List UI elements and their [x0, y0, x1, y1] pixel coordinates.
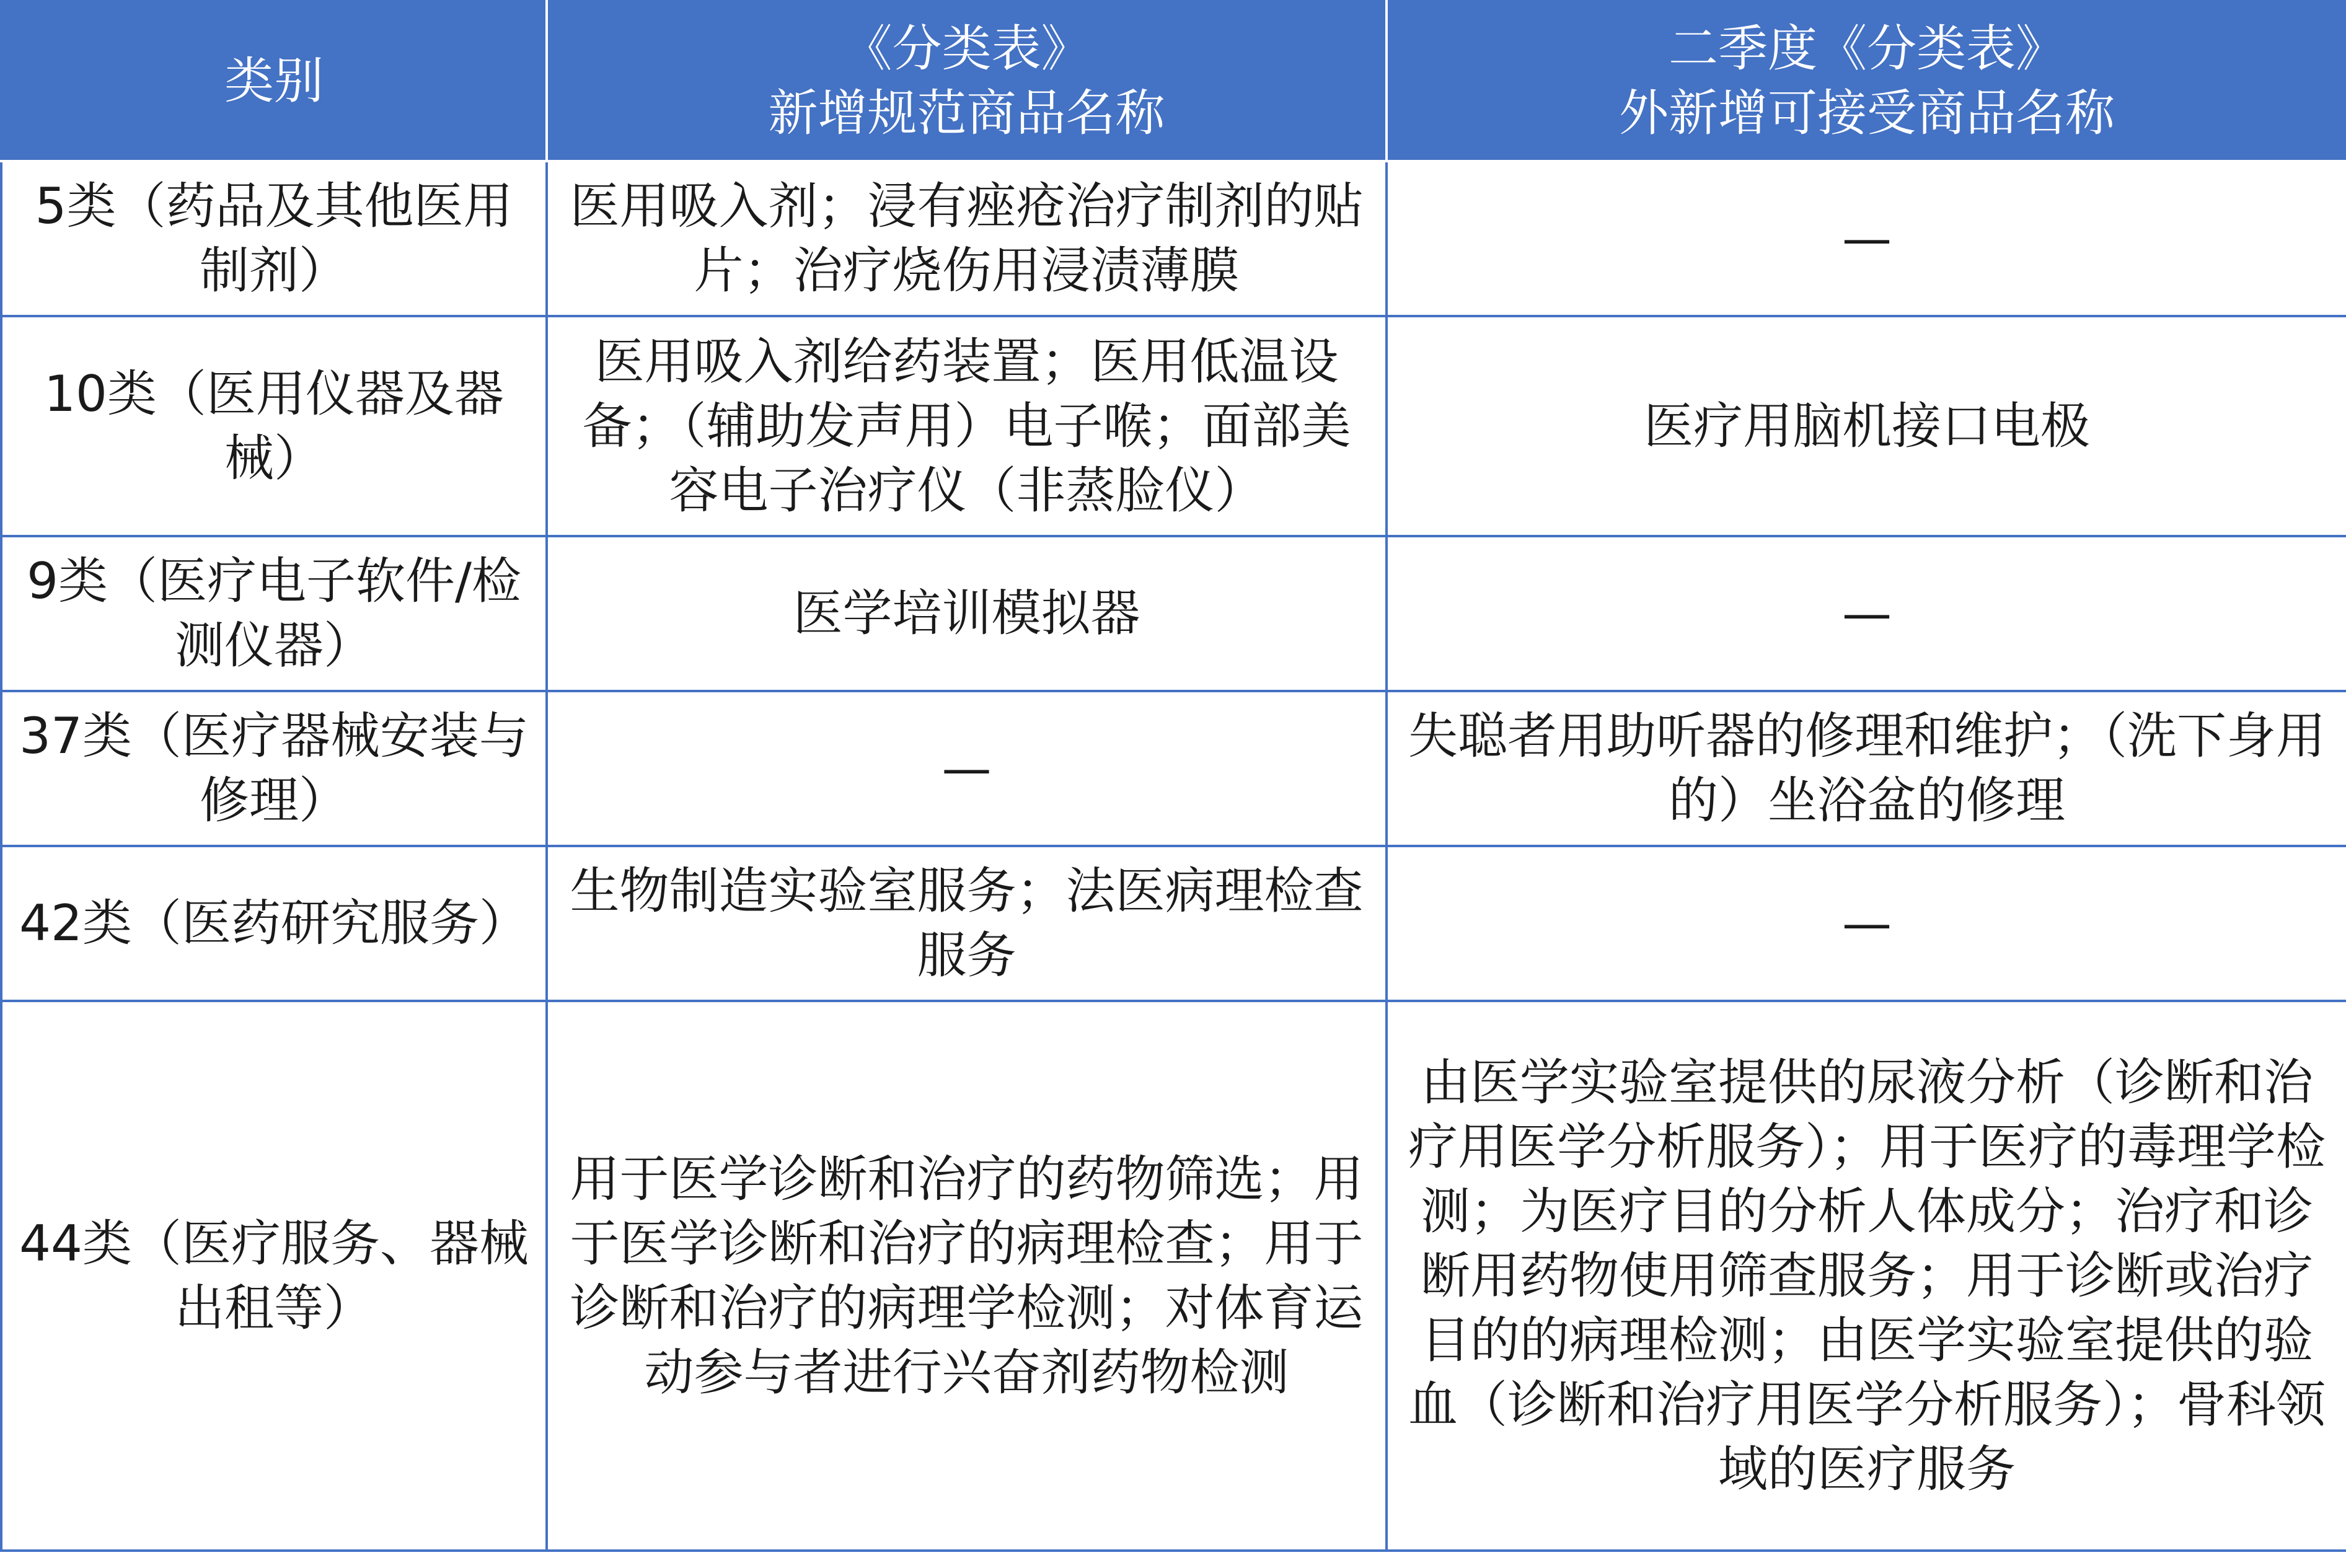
cell-category: 9类（医疗电子软件/检测仪器） [1, 536, 547, 691]
header-new-standard-line1: 《分类表》 [842, 20, 1091, 77]
table-row [1, 316, 2346, 536]
table-row [1, 161, 2346, 316]
cell-acceptable: 由医学实验室提供的尿液分析（诊断和治疗用医学分析服务）；用于医疗的毒理学检测；为医疗目的分析人体成分；治疗和诊断用药物使用筛查服务；用于诊断或治疗目的的病理检测；由医学实验室提供的验血（诊断和治疗用医学分析服务）；骨科领域的医疗服务 [1387, 1001, 2346, 1551]
table-row [1, 1001, 2346, 1551]
cell-acceptable: 医疗用脑机接口电极 [1387, 316, 2346, 536]
cell-category: 42类（医药研究服务） [1, 846, 547, 1001]
cell-new-standard: 医用吸入剂给药装置；医用低温设备；（辅助发声用）电子喉；面部美容电子治疗仪（非蒸脸仪） [547, 316, 1387, 536]
cell-new-standard: — [547, 691, 1387, 846]
cell-category: 5类（药品及其他医用制剂） [1, 161, 547, 316]
cell-category: 37类（医疗器械安装与修理） [1, 691, 547, 846]
cell-new-standard: 生物制造实验室服务；法医病理检查服务 [547, 846, 1387, 1001]
cell-new-standard: 医学培训模拟器 [547, 536, 1387, 691]
cell-acceptable: 失聪者用助听器的修理和维护；（洗下身用的）坐浴盆的修理 [1387, 691, 2346, 846]
cell-category: 44类（医疗服务、器械出租等） [1, 1001, 547, 1551]
header-category [1, 1, 547, 161]
cell-acceptable: — [1387, 536, 2346, 691]
cell-new-standard: 用于医学诊断和治疗的药物筛选；用于医学诊断和治疗的病理检查；用于诊断和治疗的病理学检测；对体育运动参与者进行兴奋剂药物检测 [547, 1001, 1387, 1551]
header-acceptable [1387, 1, 2346, 161]
header-new-standard [547, 1, 1387, 161]
cell-new-standard: 医用吸入剂；浸有痤疮治疗制剂的贴片；治疗烧伤用浸渍薄膜 [547, 161, 1387, 316]
header-acceptable-line1: 二季度《分类表》 [1669, 20, 2065, 77]
table-header [1, 1, 2346, 161]
header-acceptable-line2: 外新增可接受商品名称 [1619, 84, 2115, 142]
header-category-label: 类别 [224, 52, 324, 110]
cell-acceptable: — [1387, 846, 2346, 1001]
header-new-standard-line2: 新增规范商品名称 [768, 84, 1165, 142]
cell-acceptable: — [1387, 161, 2346, 316]
table-row [1, 536, 2346, 691]
cell-category: 10类（医用仪器及器械） [1, 316, 547, 536]
table-row [1, 846, 2346, 1001]
table-row [1, 691, 2346, 846]
table-body [1, 161, 2346, 1551]
